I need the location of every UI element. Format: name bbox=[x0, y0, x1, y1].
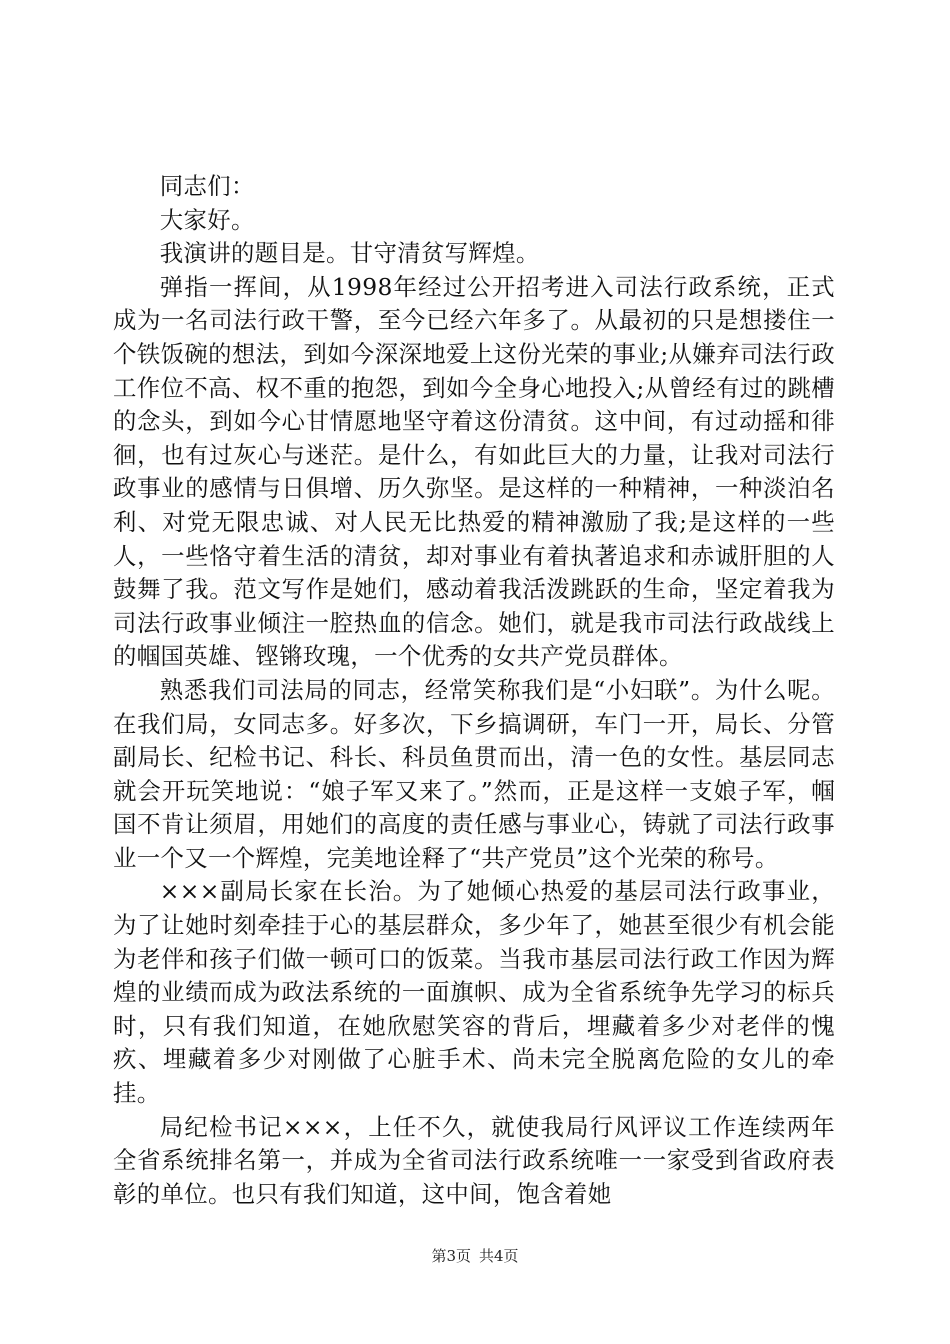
paragraph-salutation: 同志们： bbox=[159, 172, 255, 200]
page-footer bbox=[0, 1246, 950, 1266]
paragraph-body-1: 弹指一挥间，从1998年经过公开招考进入司法行政系统，正式成为一名司法行政干警，至今已经六年多了。从最初的只是想搂住一个铁饭碗的想法，到如今深深地爱上这份光荣的事业;从嫌弃司法行政工作位不高、权不重的抱怨，到如今全身心地投入;从曾经有过的跳槽的念头，到如今心甘情愿地坚守着这份清贫。这中间，有过动摇和徘徊，也有过灰心与迷茫。是什么，有如此巨大的力量，让我对司法行政事业的感情与日俱增、历久弥坚。是这样的一种精神，一种淡泊名利、对党无限忠诚、对人民无比热爱的精神激励了我;是这样的一些人，一些恪守着生活的清贫，却对事业有着执著追求和赤诚肝胆的人鼓舞了我。范文写作是她们，感动着我活泼跳跃的生命，坚定着我为司法行政事业倾注一腔热血的信念。她们，就是我市司法行政战线上的帼国英雄、铿锵玫瑰，一个优秀的女共产党员群体。 bbox=[113, 272, 835, 671]
paragraph-body-4: 局纪检书记×××，上任不久，就使我局行风评议工作连续两年全省系统排名第一，并成为全省司法行政系统唯一一家受到省政府表彰的单位。也只有我们知道，这中间，饱含着她 bbox=[113, 1112, 835, 1208]
paragraph-greeting: 大家好。 bbox=[159, 205, 255, 234]
page-number-total: 共4页 bbox=[479, 1247, 519, 1265]
paragraph-body-3: ×××副局长家在长治。为了她倾心热爱的基层司法行政事业，为了让她时刻牵挂于心的基层群众，多少年了，她甚至很少有机会能为老伴和孩子们做一顿可口的饭菜。当我市基层司法行政工作因为辉煌的业绩而成为政法系统的一面旗帜、成为全省系统争先学习的标兵时，只有我们知道，在她欣慰笑容的背后，埋藏着多少对老伴的愧疚、埋藏着多少对刚做了心脏手术、尚未完全脱离危险的女儿的牵挂。 bbox=[113, 877, 835, 1108]
paragraph-body-2: 熟悉我们司法局的同志，经常笑称我们是“小妇联”。为什么呢。在我们局，女同志多。好多次，下乡搞调研，车门一开，局长、分管副局长、纪检书记、科长、科员鱼贯而出，清一色的女性。基层同志就会开玩笑地说：“娘子军又来了。”然而，正是这样一支娘子军，帼国不肯让须眉，用她们的高度的责任感与事业心，铸就了司法行政事业一个又一个辉煌，完美地诠释了“共产党员”这个光荣的称号。 bbox=[113, 675, 835, 872]
paragraph-speech-title: 我演讲的题目是。甘守清贫写辉煌。 bbox=[159, 239, 540, 268]
page-number-current: 第3页 bbox=[431, 1247, 471, 1265]
document-body bbox=[113, 170, 835, 1211]
